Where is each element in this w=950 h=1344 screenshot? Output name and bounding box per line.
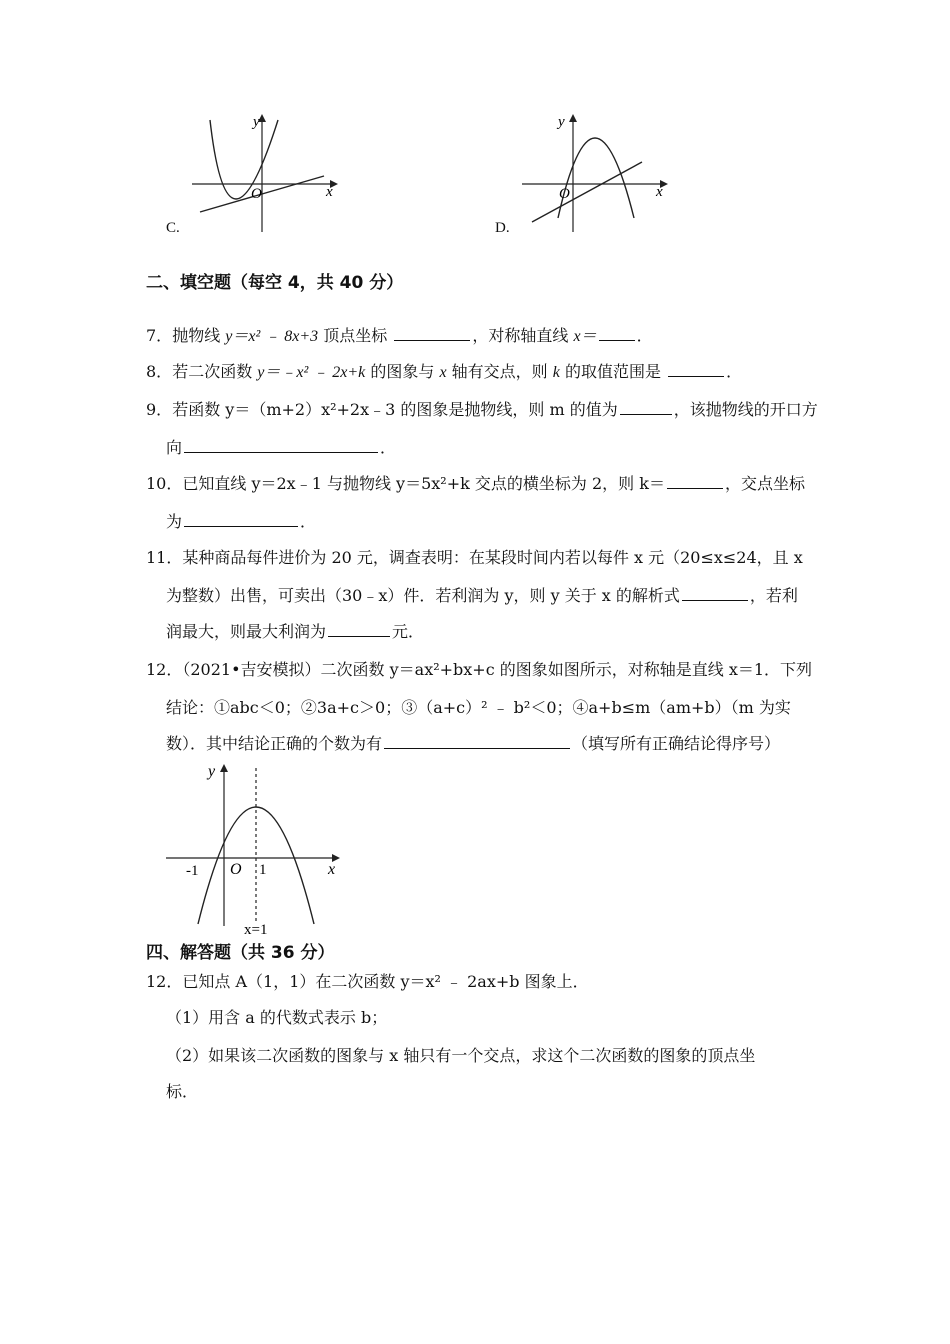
question-8: 8．若二次函数 y＝﹣x² ﹣ 2x+k 的图象与 x 轴有交点，则 k 的取值范围是 ．	[146, 362, 743, 381]
problem-12-sub2: （2）如果该二次函数的图象与 x 轴只有一个交点，求这个二次函数的图象的顶点坐	[166, 1046, 756, 1065]
q12-neg1-label: -1	[186, 863, 199, 879]
q12-x-label: x	[328, 861, 336, 878]
d-y-label: y	[558, 114, 565, 130]
section-answer-title: 四、解答题（共 36 分）	[146, 943, 335, 963]
p12-number: 12．	[146, 972, 183, 991]
figure-q12-parabola	[160, 758, 360, 936]
question-11-line3: 润最大，则最大利润为 元．	[166, 622, 425, 641]
answer-blank[interactable]	[184, 512, 298, 527]
section-fill-blank-title: 二、填空题（每空 4，共 40 分）	[146, 273, 404, 293]
answer-blank[interactable]	[667, 474, 723, 489]
answer-blank[interactable]	[384, 734, 570, 749]
q12-number: 12．	[146, 660, 183, 679]
question-12-line3: 数）．其中结论正确的个数为有 （填写所有正确结论得序号）	[166, 734, 781, 753]
answer-blank[interactable]	[682, 586, 748, 601]
d-origin-label: O	[559, 186, 570, 202]
question-10-line2: 为 ．	[166, 512, 317, 531]
question-12-line1: 12．（2021•吉安模拟）二次函数 y＝ax²+bx+c 的图象如图所示，对称轴是直线 x＝1．下列	[146, 660, 813, 679]
q12-one-label: 1	[259, 862, 267, 878]
q11-number: 11．	[146, 548, 183, 567]
answer-blank[interactable]	[620, 400, 672, 415]
q7-number: 7．	[146, 326, 173, 345]
question-11-line1: 11．某种商品每件进价为 20 元，调查表明：在某段时间内若以每件 x 元（20≤x≤24，且 x	[146, 548, 803, 567]
figure-option-c	[180, 108, 350, 238]
option-d-label: D.	[495, 220, 510, 236]
question-7: 7．抛物线 y＝x² ﹣ 8x+3 顶点坐标 ，对称轴直线 x＝ ．	[146, 326, 653, 345]
d-x-label: x	[656, 184, 663, 200]
problem-12-line1: 12．已知点 A（1，1）在二次函数 y＝x² ﹣ 2ax+b 图象上．	[146, 972, 589, 991]
option-c-label: C.	[166, 220, 180, 236]
question-9-line2: 向 ．	[166, 438, 397, 457]
q12-y-label: y	[208, 763, 216, 780]
question-9-line1: 9．若函数 y＝（m+2）x²+2x﹣3 的图象是抛物线，则 m 的值为 ，该抛物线的开口方	[146, 400, 818, 419]
answer-blank[interactable]	[599, 326, 635, 341]
c-y-label: y	[253, 114, 260, 130]
q12-origin-label: O	[230, 861, 242, 878]
c-origin-label: O	[251, 186, 262, 202]
q9-number: 9．	[146, 400, 173, 419]
question-10-line1: 10．已知直线 y＝2x﹣1 与抛物线 y＝5x²+k 交点的横坐标为 2，则 k＝ ，交点坐标	[146, 474, 805, 493]
q8-number: 8．	[146, 362, 173, 381]
problem-12-sub1: （1）用含 a 的代数式表示 b；	[166, 1008, 388, 1027]
question-12-line2: 结论：①abc＜0；②3a+c＞0；③（a+c）² ﹣ b²＜0；④a+b≤m（am+b）（m 为实	[166, 698, 791, 717]
answer-blank[interactable]	[184, 438, 378, 453]
c-x-label: x	[326, 184, 333, 200]
q12-axis-label: x=1	[244, 922, 268, 936]
answer-blank[interactable]	[328, 622, 390, 637]
problem-12-sub2b: 标．	[166, 1082, 199, 1101]
question-11-line2: 为整数）出售，可卖出（30﹣x）件．若利润为 y，则 y 关于 x 的解析式 ，若利	[166, 586, 798, 605]
q10-number: 10．	[146, 474, 183, 493]
answer-blank[interactable]	[668, 362, 724, 377]
figure-option-d	[510, 108, 680, 238]
answer-blank[interactable]	[394, 326, 470, 341]
